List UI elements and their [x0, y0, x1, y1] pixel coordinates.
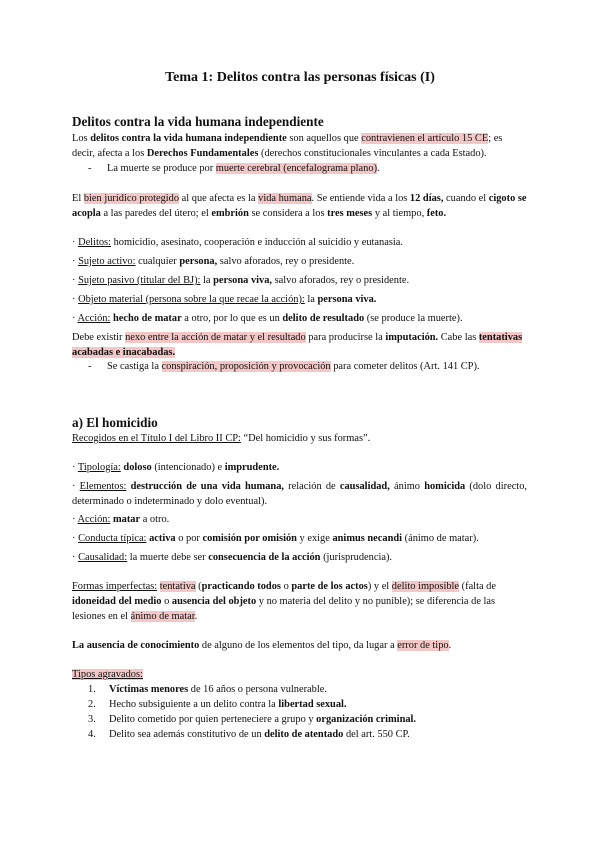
list-item-accion: · Acción: hecho de matar a otro, por lo que es un delito de resultado (se produce la muerte).	[72, 313, 463, 324]
list-item-elementos: · Elementos: destrucción de una vida humana, relación de causalidad, ánimo homicida (dolo directo, determinado o indeterminado y dolo eventual).	[72, 481, 527, 507]
bullet-muerte-cerebral: La muerte se produce por muerte cerebral (encefalograma plano).	[107, 163, 380, 174]
list-item-delitos: · Delitos: homicidio, asesinato, cooperación e inducción al suicidio y eutanasia.	[72, 237, 403, 248]
paragraph-formas-imperfectas: Formas imperfectas: tentativa (practicando todos o parte de los actos) y el delito imposible (falta de idoneidad del medio o ausencia del objeto y no materia del delito y no punible); se diferencia de las lesiones en el ánimo de matar.	[72, 581, 496, 622]
list-item-sujeto-activo: · Sujeto activo: cualquier persona, salvo aforados, rey o presidente.	[72, 256, 355, 267]
section-heading-homicidio: a) El homicidio	[72, 415, 158, 430]
agravados-heading: Tipos agravados:	[72, 669, 143, 680]
list-number: 3.	[88, 714, 96, 725]
list-item-causalidad: · Causalidad: la muerte debe ser consecuencia de la acción (jurisprudencia).	[72, 552, 393, 563]
list-number: 4.	[88, 729, 96, 740]
paragraph-definition: Los delitos contra la vida humana independiente son aquellos que contravienen el artículo 15 CE; es decir, afecta a los Derechos Fundamentales (derechos constitucionales vinculantes a cada Estado).	[72, 133, 503, 159]
list-item-agravado-3: Delito cometido por quien perteneciere a grupo y organización criminal.	[109, 714, 417, 725]
list-number: 2.	[88, 699, 96, 710]
list-number: 1.	[88, 684, 96, 695]
list-item-accion-homicidio: · Acción: matar a otro.	[72, 514, 170, 525]
list-item-agravado-4: Delito sea además constitutivo de un delito de atentado del art. 550 CP.	[109, 729, 410, 740]
list-item-agravado-2: Hecho subsiguiente a un delito contra la libertad sexual.	[109, 699, 347, 710]
list-item-sujeto-pasivo: · Sujeto pasivo (titular del BJ): la persona viva, salvo aforados, rey o presidente.	[72, 275, 410, 286]
paragraph-ausencia: La ausencia de conocimiento de alguno de los elementos del tipo, da lugar a error de tipo.	[72, 640, 452, 651]
list-item-tipologia: · Tipología: doloso (intencionado) e imprudente.	[72, 462, 280, 473]
page-title: Tema 1: Delitos contra las personas físicas (I)	[165, 70, 435, 85]
subheading-recogidos: Recogidos en el Título I del Libro II CP: “Del homicidio y sus formas”.	[72, 433, 371, 444]
list-item-agravado-1: Víctimas menores de 16 años o persona vulnerable.	[109, 684, 327, 695]
paragraph-bien-juridico: El bien jurídico protegido al que afecta es la vida humana. Se entiende vida a los 12 días, cuando el cigoto se acopla a las paredes del útero; el embrión se considera a los tres meses y al tiempo, feto.	[72, 193, 527, 219]
bullet-dash: -	[88, 163, 92, 174]
bullet-dash: -	[88, 361, 92, 372]
paragraph-nexo: Debe existir nexo entre la acción de matar y el resultado para producirse la imputación. Cabe las tentativas acabadas e inacabadas.	[72, 332, 523, 358]
list-item-conducta: · Conducta típica: activa o por comisión por omisión y exige animus necandi (ánimo de matar).	[72, 533, 479, 544]
list-item-objeto-material: · Objeto material (persona sobre la que recae la acción): la persona viva.	[72, 294, 377, 305]
bullet-conspiracion: Se castiga la conspiración, proposición y provocación para cometer delitos (Art. 141 CP).	[107, 361, 480, 372]
section-heading-vida: Delitos contra la vida humana independiente	[72, 114, 324, 129]
